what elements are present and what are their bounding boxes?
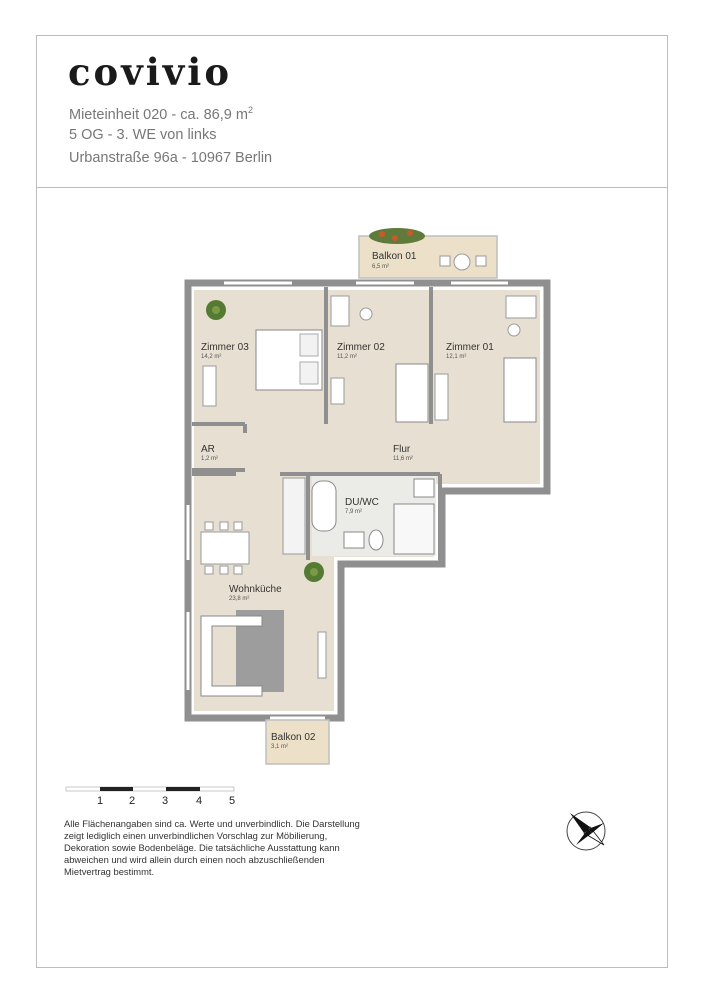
desk-zimmer-01 [506, 296, 536, 318]
disclaimer-line: Alle Flächenangaben sind ca. Werte und unverbindlich. Die Darstellung [64, 818, 360, 829]
room-name: AR [201, 444, 215, 455]
desk-zimmer-02 [331, 296, 349, 326]
room-area: 11,2 m² [337, 354, 357, 360]
tv-board [318, 632, 326, 678]
disclaimer-line: Dekoration sowie Bodenbeläge. Die tatsächliche Ausstattung kann [64, 842, 340, 853]
unit-sup: 2 [247, 105, 253, 115]
bathtub-icon [312, 481, 336, 531]
wardrobe-zimmer-03 [203, 366, 216, 406]
room-name: Balkon 02 [271, 732, 316, 743]
wardrobe-zimmer-01 [435, 374, 448, 420]
room-area: 23,8 m² [229, 596, 250, 602]
kitchen-counter [283, 478, 305, 554]
unit-line: Mieteinheit 020 - ca. 86,9 m [69, 106, 248, 123]
scale-label: 3 [162, 795, 169, 807]
double-bed-icon [256, 330, 322, 390]
room-name: Zimmer 02 [337, 342, 385, 353]
floor-info: 5 OG - 3. WE von links [69, 127, 217, 143]
disclaimer-line: Mietvertrag bestimmt. [64, 866, 155, 877]
room-name: Zimmer 01 [446, 342, 494, 353]
room-area: 11,6 m² [393, 456, 413, 462]
address-info: Urbanstraße 96a - 10967 Berlin [69, 150, 273, 166]
room-area: 3,1 m² [271, 744, 289, 750]
north-arrow-icon [562, 805, 612, 855]
scale-label: 4 [196, 795, 203, 807]
scale-label: 1 [97, 795, 104, 807]
disclaimer-line: abweichen und wird allein durch einen noch abzuschließenden [64, 854, 325, 865]
wardrobe-zimmer-02 [331, 378, 344, 404]
plant-zimmer-03-icon [206, 300, 226, 320]
toilet-icon [369, 530, 383, 550]
sink-icon [344, 532, 364, 548]
scale-label: 5 [229, 795, 236, 807]
washer-icon [414, 479, 434, 497]
room-name: Wohnküche [229, 584, 282, 595]
room-name: Flur [393, 444, 411, 455]
single-bed-zimmer-01 [504, 358, 536, 422]
room-area: 6,5 m² [372, 264, 390, 270]
shower-icon [394, 504, 434, 554]
dining-table [201, 532, 249, 564]
single-bed-zimmer-02 [396, 364, 428, 422]
room-name: Balkon 01 [372, 251, 417, 262]
room-area: 14,2 m² [201, 354, 222, 360]
disclaimer-line: zeigt lediglich einen unverbindlichen Vorschlag zur Möbilierung, [64, 830, 328, 841]
room-area: 12,1 m² [446, 354, 467, 360]
plant-wohnkueche-icon [304, 562, 324, 582]
disclaimer [64, 818, 409, 878]
covivio-logo: covivio [68, 50, 232, 94]
scale-label: 2 [129, 795, 136, 807]
chair-zimmer-02 [360, 308, 372, 320]
scale-bar [66, 787, 234, 791]
chair-zimmer-01 [508, 324, 520, 336]
room-name: Zimmer 03 [201, 342, 249, 353]
room-area: 7,9 m² [345, 509, 363, 515]
plant-planter-icon [369, 228, 425, 244]
room-area: 1,2 m² [201, 456, 219, 462]
room-name: DU/WC [345, 497, 379, 508]
